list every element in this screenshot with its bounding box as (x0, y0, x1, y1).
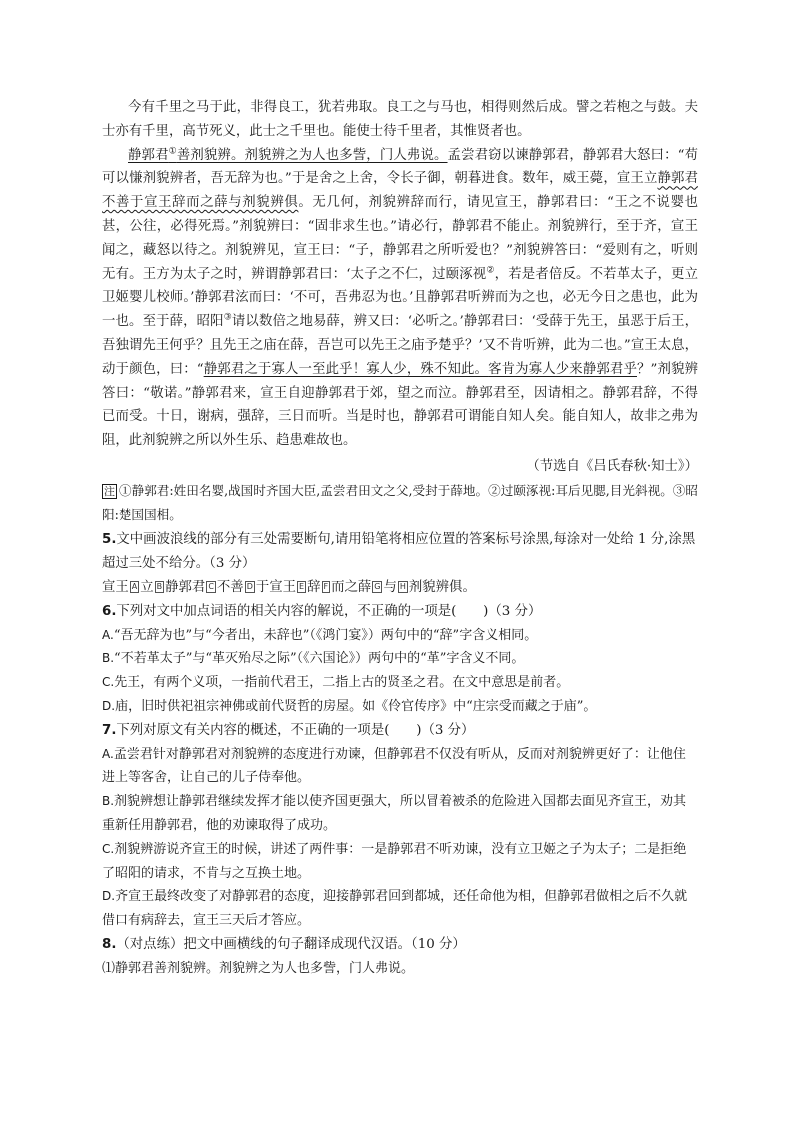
q6-option-d[interactable]: D.庙，旧时供祀祖宗神佛或前代贤哲的房屋。如《伶官传序》中“庄宗受而藏之于庙”。 (102, 698, 597, 714)
footnote-mark-3: ③ (223, 312, 232, 323)
question-7: 7.下列对原文有关内容的概述，不正确的一项是( )（3 分） (102, 722, 475, 738)
q7-option-c[interactable]: C.剂貌辨游说齐宣王的时候，讲述了两件事：一是静郭君不听劝谏，没有立卫姬之子为太子；二是拒绝了昭阳的请求，不肯与之互换土地。 (102, 841, 687, 881)
underlined-sentence-1: 静郭君①善剂貌辨。剂貌辨之为人也多訾，门人弗说。 (128, 146, 448, 163)
question-8: 8.（对点练）把文中画横线的句子翻译成现代汉语。（10 分） (102, 936, 466, 952)
q7-option-b[interactable]: B.剂貌辨想让静郭君继续发挥才能以使齐国更强大，所以冒着被杀的危险进入国都去面见齐宣王，劝其重新任用静郭君，他的劝谏取得了成功。 (102, 794, 687, 833)
mark-f[interactable]: F (323, 581, 329, 591)
note-label: 注 (104, 484, 115, 498)
wavy-underlined-segment: 静郭君不善于宣王辞而之薛与剂貌辨俱 (102, 171, 698, 211)
mark-a[interactable]: A (131, 581, 138, 591)
source-citation: （节选自《吕氏春秋·知士》） (526, 458, 698, 474)
question-5-answer-line: 宣王 A 立 B 静郭君 C 不善 D 于宣王 E 辞 F 而之薛 G 与 H 剂貌辨俱。 (102, 579, 476, 595)
mark-d[interactable]: D (246, 581, 253, 591)
mark-e[interactable]: E (299, 581, 305, 591)
underlined-sentence-3: 客肯为寡人少来静郭君乎 (488, 361, 637, 377)
passage-paragraph-1: 今有千里之马于此，非得良工，犹若弗取。良工之与马也，相得则然后成。譬之若枹之与鼓。夫士亦有千里，高节死义，此士之千里也。能使士待千里者，其惟贤者也。 (102, 100, 698, 139)
mark-b[interactable]: B (156, 581, 163, 591)
q6-option-c[interactable]: C.先王，有两个义项，一指前代君王，二指上古的贤圣之君。在文中意思是前者。 (102, 675, 570, 691)
underlined-sentence-2: 静郭君之于寡人一至此乎！寡人少，殊不知此。 (203, 361, 489, 377)
footnotes: 注 ①静郭君:姓田名婴,战国时齐国大臣,孟尝君田文之父,受封于薛地。②过颐涿视:耳后见腮,目光斜视。③昭阳:楚国国相。 (102, 482, 698, 522)
footnote-mark-2: ② (486, 265, 495, 276)
passage-paragraph-2: 静郭君①善剂貌辨。剂貌辨之为人也多訾，门人弗说。孟尝君窃以谏静郭君，静郭君大怒曰：“苟可以慊剂貌辨者，吾无辞为也。”于是舍之上舍，令长子御，朝暮进食。数年，威王薨，宣王立静郭君不善于宣王辞而之薛与剂貌辨俱。无几何，剂貌辨辞而行，请见宣王，静郭君曰：“王之不说婴也甚，公往，必得死焉。”剂貌辨曰：“固非求生也。”请必行，静郭君不能止。剂貌辨行，至于齐，宣王闻之，藏怒以待之。剂貌辨见，宣王曰：“子，静郭君之所听爱也？”剂貌辨答曰：“爱则有之，听则无有。王方为太子之时，辨谓静郭君曰：‘太子之不仁，过颐涿视②，若是者倍反。不若革太子，更立卫姬婴儿校师。’静郭君泫而曰：‘不可，吾弗忍为也。’且静郭君听辨而为之也，必无今日之患也，此为一也。至于薛，昭阳③请以数倍之地易薛，辨又曰：‘必听之。’静郭君曰：‘受薛于先王，虽恶于后王，吾独谓先王何乎？且先王之庙在薛，吾岂可以先王之庙予楚乎？’又不肯听辨，此为二也。”宣王太息，动于颜色，曰：“静郭君之于寡人一至此乎！寡人少，殊不知此。客肯为寡人少来静郭君乎？”剂貌辨答曰：“敬诺。”静郭君来，宣王自迎静郭君于郊，望之而泣。静郭君至，因请相之。静郭君辞，不得已而受。十日，谢病，强辞，三日而听。当是时也，静郭君可谓能自知人矣。能自知人，故非之弗为阻，此剂貌辨之所以外生乐、趋患难故也。 (102, 146, 699, 449)
mark-h[interactable]: H (399, 581, 406, 591)
footnote-mark-1: ① (168, 146, 177, 157)
mark-g[interactable]: G (374, 581, 381, 591)
q8-sub-question-1: ⑴静郭君善剂貌辨。剂貌辨之为人也多訾，门人弗说。 (102, 960, 415, 976)
q6-option-a[interactable]: A.“吾无辞为也”与“今者出，未辞也”（《鸿门宴》）两句中的“辞”字含义相同。 (102, 627, 538, 643)
question-6: 6.下列对文中加点词语的相关内容的解说，不正确的一项是( )（3 分） (102, 603, 542, 619)
question-5: 5.文中画波浪线的部分有三处需要断句,请用铅笔将相应位置的答案标号涂黑,每涂对一处给 1 分,涂黑超过三处不给分。（3 分） (102, 532, 696, 572)
q7-option-a[interactable]: A.孟尝君针对静郭君对剂貌辨的态度进行劝谏，但静郭君不仅没有听从，反而对剂貌辨更好了：让他住进上等客舍，让自己的儿子侍奉他。 (102, 746, 686, 786)
mark-c[interactable]: C (208, 581, 214, 591)
q7-option-d[interactable]: D.齐宣王最终改变了对静郭君的态度，迎接静郭君回到都城，还任命他为相，但静郭君做相之后不久就借口有病辞去，宣王三天后才答应。 (102, 889, 688, 929)
q6-option-b[interactable]: B.“不若革太子”与“革灭殆尽之际”（《六国论》）两句中的“革”字含义不同。 (102, 651, 525, 667)
document-page (102, 96, 698, 980)
